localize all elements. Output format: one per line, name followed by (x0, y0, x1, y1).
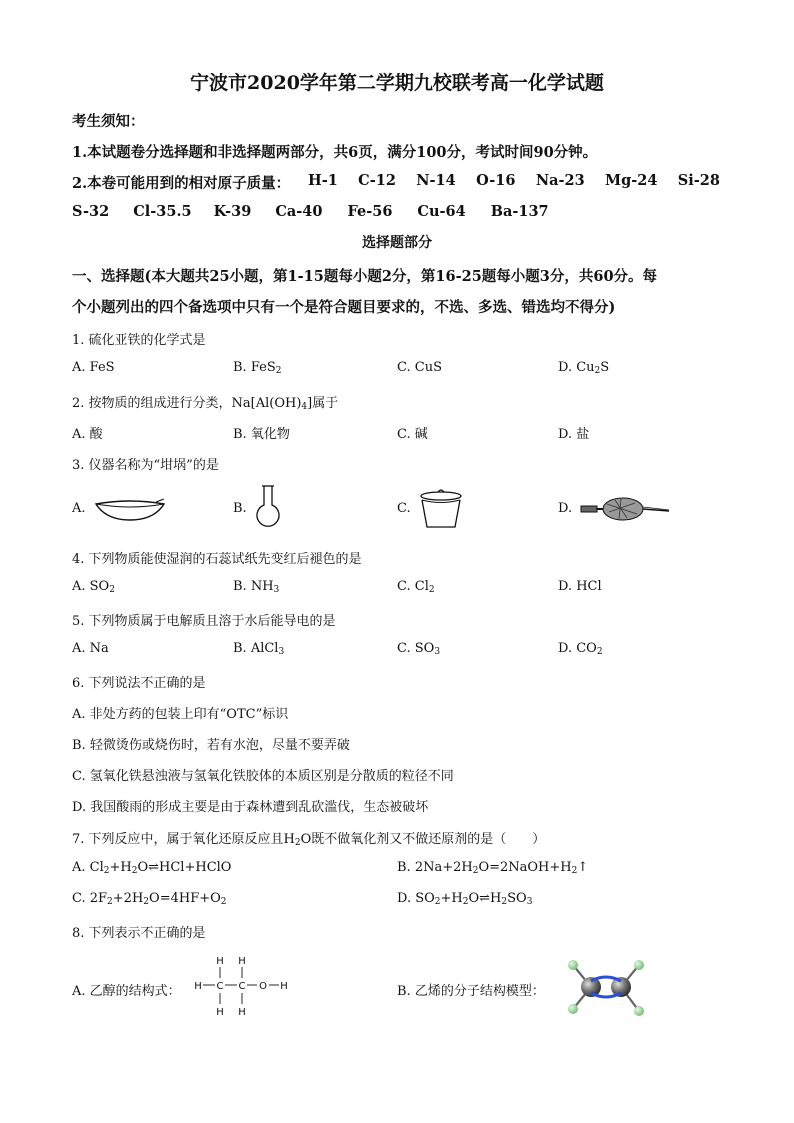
q7-option-a: A. $Cl_2+H_2O\rightleftharpoons HCl+HClO$ (72, 860, 232, 876)
notice-heading: 考生须知： (72, 113, 145, 130)
section-intro-line-1: 一、选择题(本大题共25小题，第1-15题每小题2分，第16-25题每小题3分，共60分。每 (72, 268, 658, 285)
q7-option-c: C. $2F_2+2H_2O=4HF+O_2$ (72, 891, 227, 907)
svg-text:C: C (216, 981, 224, 992)
mass-item: C-12 (358, 172, 396, 189)
atomic-masses-row-2 (72, 203, 573, 220)
question-6-stem: 6. 下列说法不正确的是 (72, 676, 206, 691)
mass-item: O-16 (476, 172, 516, 189)
crucible-icon (418, 487, 464, 531)
q6-option-c: C. 氢氧化铁悬浊液与氢氧化铁胶体的本质区别是分散质的粒径不同 (72, 769, 454, 784)
dropper-bulb-icon (577, 494, 672, 524)
notice-line-1: 1.本试题卷分选择题和非选择题两部分，共6页，满分100分，考试时间90分钟。 (72, 144, 598, 161)
q6-option-a: A. 非处方药的包装上印有“OTC”标识 (72, 707, 289, 722)
q3-option-a: A. (72, 501, 86, 516)
q5-option-a: A. Na (72, 641, 109, 656)
question-7-stem: 7. 下列反应中，属于氧化还原反应且$H_2O$既不做氧化剂又不做还原剂的是（ ） (72, 832, 546, 848)
q6-option-b: B. 轻微烫伤或烧伤时，若有水泡，尽量不要弄破 (72, 738, 350, 753)
q2-option-d: D. 盐 (558, 427, 590, 442)
question-4-stem: 4. 下列物质能使湿润的石蕊试纸先变红后褪色的是 (72, 552, 362, 567)
q3-option-c: C. (397, 501, 411, 516)
question-8-stem: 8. 下列表示不正确的是 (72, 926, 206, 941)
mass-item: Fe-56 (347, 203, 393, 220)
q4-option-c: C. $Cl_2$ (397, 579, 435, 595)
q1-option-d: D. $Cu_2S$ (558, 360, 610, 376)
q5-option-d: D. $CO_2$ (558, 641, 603, 657)
q2-option-a: A. 酸 (72, 427, 103, 442)
q2-option-c: C. 碱 (397, 427, 428, 442)
mass-item: K-39 (213, 203, 252, 220)
mass-item: Na-23 (535, 172, 585, 189)
section-intro-line-2: 个小题列出的四个备选项中只有一个是符合题目要求的，不选、多选、错选均不得分) (72, 299, 616, 316)
question-1-stem: 1. 硫化亚铁的化学式是 (72, 333, 206, 348)
page-title: 宁波市2020学年第二学期九校联考高一化学试题 (190, 72, 604, 94)
svg-text:O: O (259, 981, 267, 992)
mass-item: Ba-137 (490, 203, 549, 220)
mass-item: Cu-64 (417, 203, 466, 220)
ethanol-structural-formula (192, 954, 292, 1018)
q7-option-d: D. $SO_2+H_2O\rightleftharpoons H_2SO_3$ (397, 891, 533, 907)
mass-item: N-14 (416, 172, 456, 189)
question-2-stem: 2. 按物质的组成进行分类，$Na[Al(OH)_4]$属于 (72, 396, 339, 412)
mass-item: Si-28 (677, 172, 720, 189)
q5-option-c: C. $SO_3$ (397, 641, 441, 657)
svg-text:H: H (238, 1007, 246, 1018)
notice-line-2 (72, 172, 290, 193)
q1-option-c: C. CuS (397, 360, 442, 375)
mass-item: H-1 (308, 172, 338, 189)
q6-option-d: D. 我国酸雨的形成主要是由于森林遭到乱砍滥伐，生态被破坏 (72, 800, 429, 815)
q2-option-b: B. 氧化物 (233, 427, 290, 442)
round-flask-icon (254, 485, 282, 531)
notice-line-2-label: 2.本卷可能用到的相对原子质量： (72, 175, 291, 192)
atomic-masses-row-1 (308, 172, 720, 189)
q5-option-b: B. AlCl$_3$ (233, 641, 285, 657)
svg-text:H: H (238, 956, 246, 967)
q8-option-b: B. 乙烯的分子结构模型： (397, 984, 545, 999)
q7-option-b: B. $2Na+2H_2O=2NaOH+H_2↑$ (397, 860, 589, 876)
mass-item: Cl-35.5 (133, 203, 192, 220)
section-title: 选择题部分 (362, 235, 432, 251)
q1-option-a: A. FeS (72, 360, 115, 375)
mass-item: S-32 (72, 203, 110, 220)
question-3-stem: 3. 仪器名称为“坩埚”的是 (72, 458, 219, 473)
svg-text:H: H (216, 1007, 224, 1018)
q8-option-a: A. 乙醇的结构式： (72, 984, 181, 999)
q4-option-a: A. $SO_2$ (72, 579, 115, 595)
mass-item: Mg-24 (605, 172, 658, 189)
mass-item: Ca-40 (275, 203, 323, 220)
evaporating-dish-icon (94, 496, 166, 524)
svg-text:H: H (216, 956, 224, 967)
q3-option-d: D. (558, 501, 573, 516)
question-5-stem: 5. 下列物质属于电解质且溶于水后能导电的是 (72, 614, 336, 629)
svg-text:C: C (238, 981, 246, 992)
q4-option-d: D. HCl (558, 579, 602, 594)
q4-option-b: B. $NH_3$ (233, 579, 280, 595)
q3-option-b: B. (233, 501, 247, 516)
ethylene-ball-stick-model (560, 955, 652, 1019)
q1-option-b: B. FeS$_2$ (233, 360, 282, 376)
svg-text:H: H (280, 981, 288, 992)
svg-text:H: H (194, 981, 202, 992)
